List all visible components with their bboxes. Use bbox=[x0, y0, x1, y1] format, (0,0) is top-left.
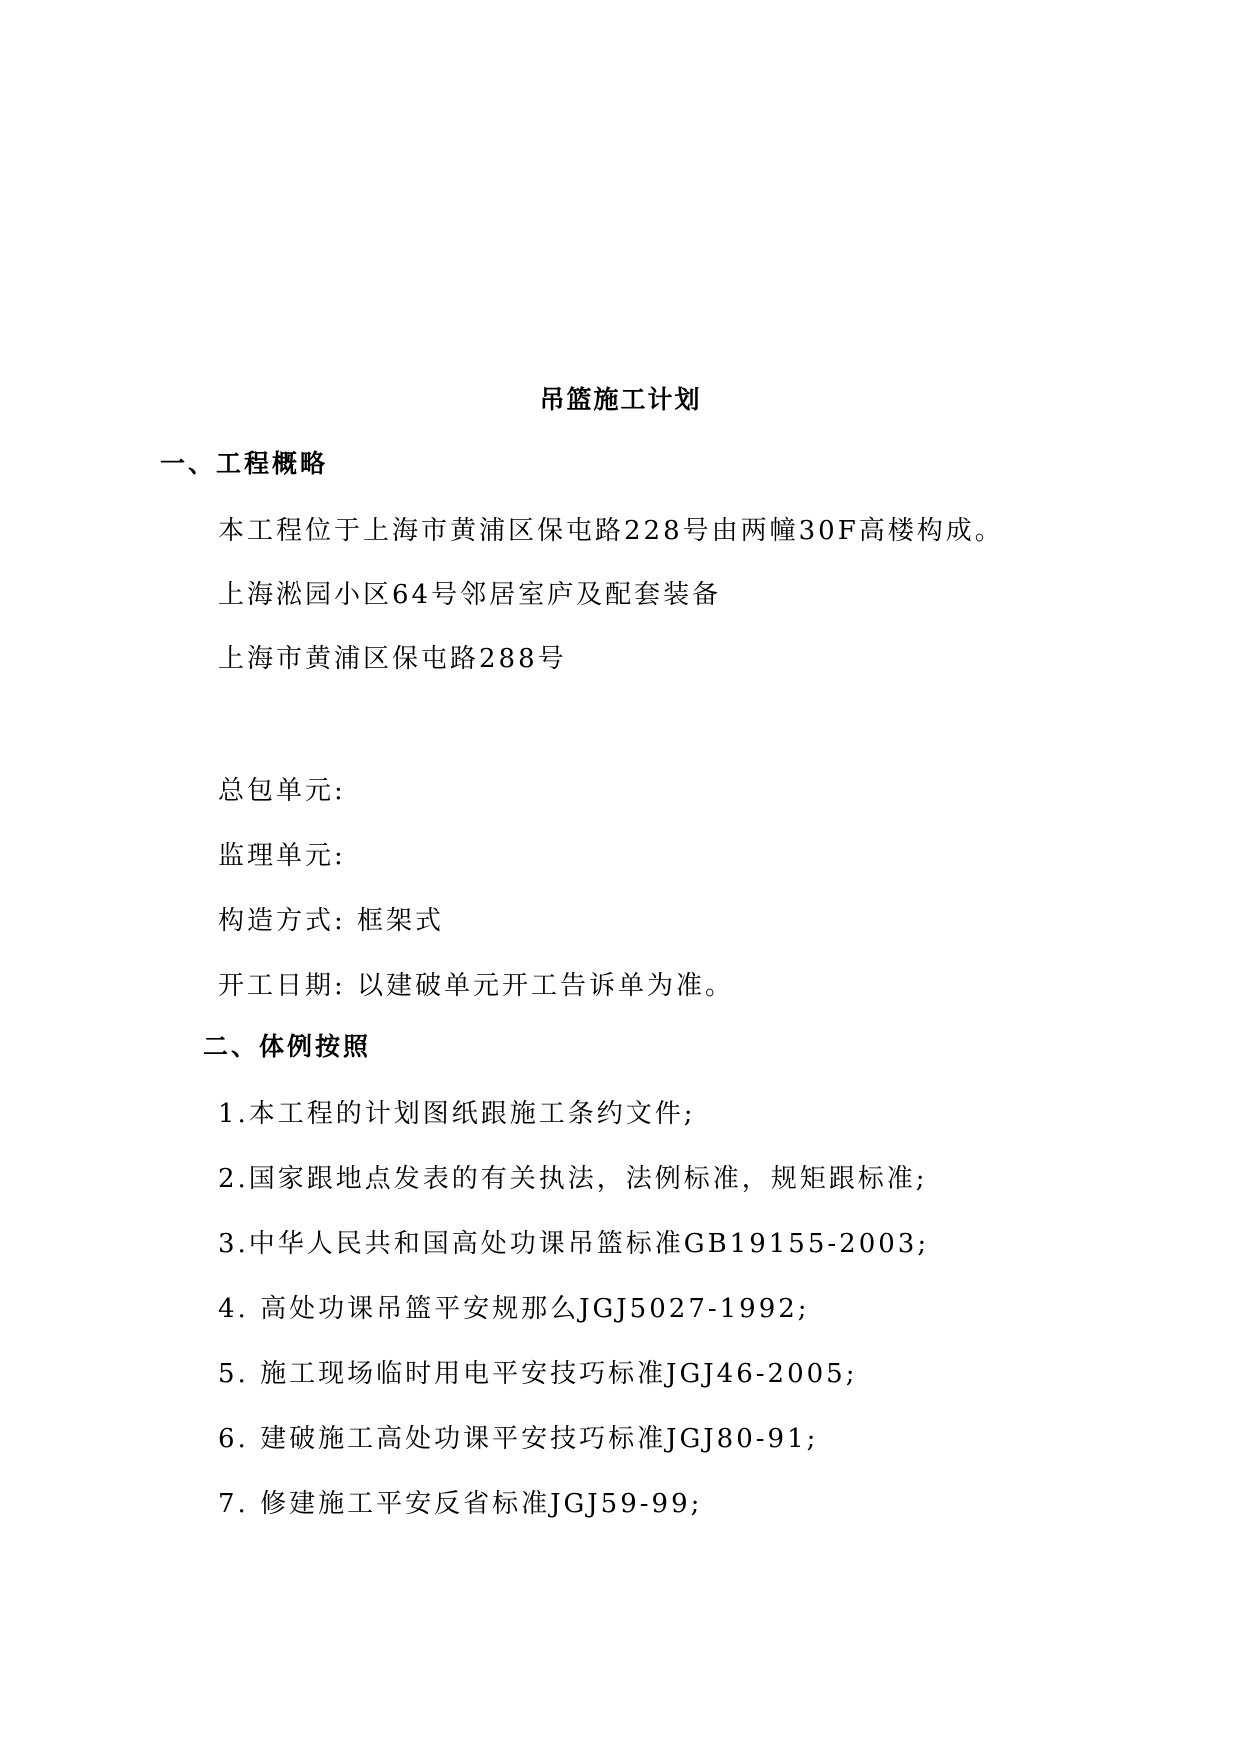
basis-list-item: 5. 施工现场临时用电平安技巧标准JGJ46-2005; bbox=[218, 1359, 858, 1389]
field-general-contractor: 总包单元: bbox=[218, 776, 346, 806]
basis-list-item: 2.国家跟地点发表的有关执法，法例标准，规矩跟标准; bbox=[218, 1164, 928, 1194]
basis-list-item: 3.中华人民共和国高处功课吊篮标准GB19155-2003; bbox=[218, 1229, 930, 1259]
section-heading-overview: 一、工程概略 bbox=[160, 449, 329, 478]
overview-line: 上海淞园小区64号邻居室庐及配套装备 bbox=[218, 580, 722, 610]
field-start-date: 开工日期: 以建破单元开工告诉单为准。 bbox=[218, 971, 735, 1001]
basis-list-item: 6. 建破施工高处功课平安技巧标准JGJ80-91; bbox=[218, 1424, 819, 1454]
basis-list-item: 4. 高处功课吊篮平安规那么JGJ5027-1992; bbox=[218, 1294, 810, 1324]
basis-list-item: 7. 修建施工平安反省标准JGJ59-99; bbox=[218, 1489, 703, 1519]
overview-line: 本工程位于上海市黄浦区保屯路228号由两幢30F高楼构成。 bbox=[218, 516, 1004, 546]
document-title: 吊篮施工计划 bbox=[539, 385, 702, 414]
basis-list-item: 1.本工程的计划图纸跟施工条约文件; bbox=[218, 1099, 696, 1129]
overview-line: 上海市黄浦区保屯路288号 bbox=[218, 644, 567, 674]
field-supervisor: 监理单元: bbox=[218, 841, 346, 871]
section-heading-basis: 二、体例按照 bbox=[203, 1032, 372, 1061]
field-structure-type: 构造方式: 框架式 bbox=[218, 906, 445, 936]
